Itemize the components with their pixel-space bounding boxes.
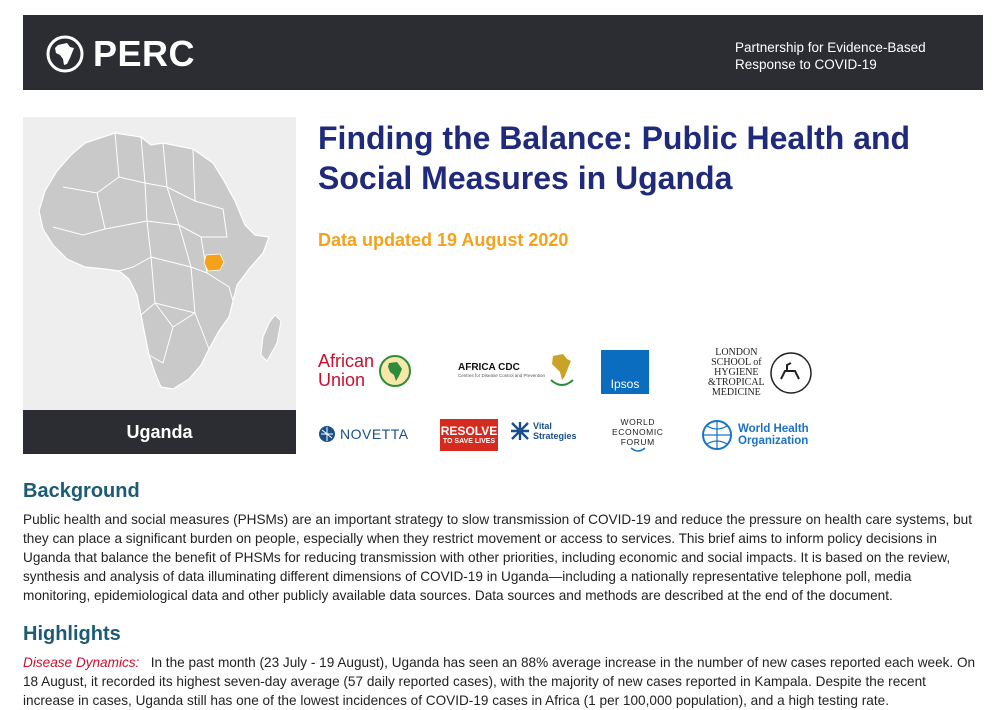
lshtm-line-3: HYGIENE <box>714 367 759 378</box>
lshtm-line-2: SCHOOL of <box>711 357 762 368</box>
ipsos-logo <box>601 350 649 394</box>
africa-map <box>23 117 296 410</box>
who-line-1: World Health <box>738 423 809 435</box>
ipsos-name: Ipsos <box>601 350 649 394</box>
resolve-logo <box>440 419 498 451</box>
madagascar-shape <box>261 315 281 361</box>
lshtm-line-4: &TROPICAL <box>708 377 765 388</box>
background-heading: Background <box>23 480 140 502</box>
wef-line-1: WORLD <box>620 417 656 427</box>
vital-strategies-icon <box>510 421 530 441</box>
wef-line-2: ECONOMIC <box>612 427 664 437</box>
vital-strategies-logo <box>510 421 577 441</box>
country-label: Uganda <box>23 410 296 454</box>
resolve-subtitle: TO SAVE LIVES <box>442 437 496 445</box>
header-bar <box>23 15 983 90</box>
background-text: Public health and social measures (PHSMs) are an important strategy to slow transmission of COVID-19 and reduce the pressure on health care systems, but they can place a significant burden on people, especially when they restrict movement or access to services. This brief aims to inform policy decisions in Uganda that balance the benefit of PHSMs for reducing transmission with other priorities, including economic and social impacts. It is based on the review, synthesis and analysis of data illuminating different dimensions of COVID-19 in Uganda—including a nationally representative telephone poll, media monitoring, epidemiological data and other publicly available data sources. Data sources and methods are described at the end of the document. <box>23 512 972 603</box>
vital-line-2: Strategies <box>533 431 577 441</box>
highlights-heading: Highlights <box>23 623 121 645</box>
african-union-line-1: African <box>318 351 375 371</box>
brand-name: PERC <box>93 33 196 74</box>
african-union-emblem-icon <box>378 354 412 388</box>
tagline-line-1: Partnership for Evidence-Based <box>735 40 926 55</box>
tagline-line-2: Response to COVID-19 <box>735 57 877 72</box>
data-updated-date: Data updated 19 August 2020 <box>318 230 569 250</box>
african-union-logo <box>318 352 412 390</box>
who-logo <box>700 418 809 452</box>
resolve-name: RESOLVE <box>440 423 498 438</box>
wef-arc-icon <box>630 447 646 453</box>
lshtm-crest-icon <box>769 351 813 395</box>
africa-cdc-emblem-icon <box>547 350 577 390</box>
lshtm-logo <box>708 348 813 398</box>
african-union-line-2: Union <box>318 370 366 390</box>
page-title: Finding the Balance: Public Health and Social Measures in Uganda <box>318 120 911 196</box>
tagline <box>735 39 975 73</box>
uganda-highlight <box>204 254 224 271</box>
africa-globe-icon <box>45 34 85 74</box>
africa-cdc-name: AFRICA CDC <box>458 362 520 373</box>
vital-line-1: Vital <box>533 421 552 431</box>
lshtm-line-1: LONDON <box>715 347 758 358</box>
wef-line-3: FORUM <box>620 437 655 447</box>
africa-continent-shape <box>39 133 269 389</box>
wef-logo <box>612 417 664 453</box>
novetta-globe-icon <box>318 425 336 443</box>
highlights-paragraph <box>23 653 980 710</box>
brand[interactable] <box>45 33 195 75</box>
who-line-2: Organization <box>738 435 809 447</box>
novetta-name: NOVETTA <box>340 426 409 442</box>
disease-dynamics-label: Disease Dynamics: <box>23 655 140 670</box>
novetta-logo <box>318 425 409 443</box>
lshtm-line-5: MEDICINE <box>711 387 761 398</box>
who-emblem-icon <box>700 418 734 452</box>
africa-map-panel <box>23 117 296 454</box>
africa-cdc-subtitle: Centres for Disease Control and Prevention <box>458 373 546 378</box>
disease-dynamics-text: In the past month (23 July - 19 August), Uganda has seen an 88% average increase in the number of new cases reported each week. On 18 August, it recorded its highest seven-day average (57 daily reported cases), with the majority of new cases reported in Kampala. Despite the recent increase in cases, Uganda still has one of the lowest incidences of COVID-19 cases in Africa (1 per 100,000 population), and a high testing rate. <box>23 655 976 708</box>
africa-cdc-logo <box>458 350 577 390</box>
